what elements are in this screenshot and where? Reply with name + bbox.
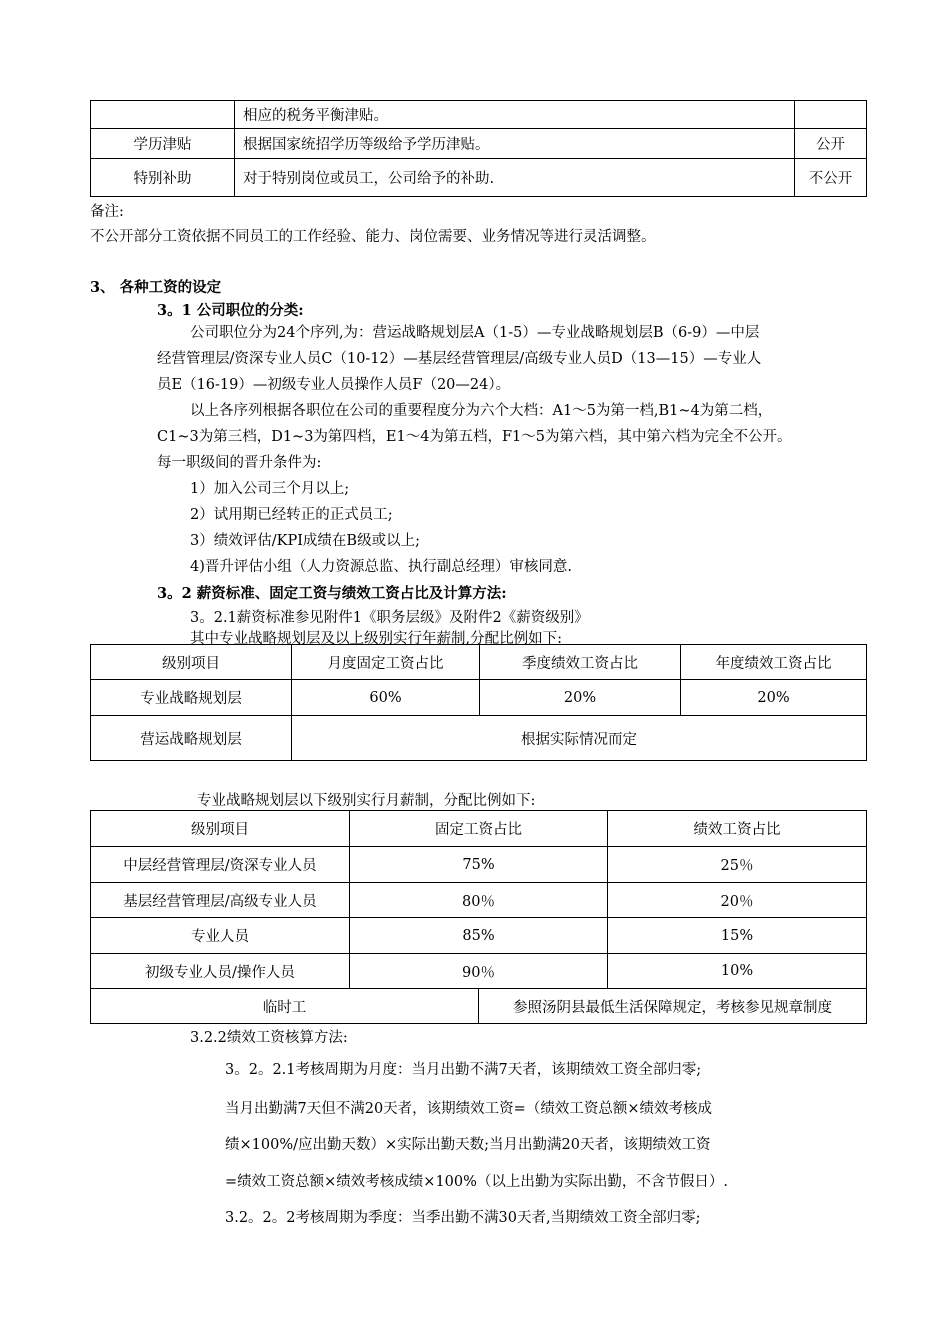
allowance-status: 公开 <box>795 129 867 159</box>
table-header-row <box>91 811 867 847</box>
table-row <box>91 954 867 989</box>
column-header: 级别项目 <box>91 811 350 847</box>
table-cell: 专业人员 <box>91 918 350 954</box>
table-cell: 90％ <box>350 954 608 989</box>
table-row <box>91 716 867 761</box>
paragraph-line: =绩效工资总额×绩效考核成绩×100%（以上出勤为实际出勤，不含节假日）. <box>225 1174 729 1190</box>
subsection-heading: 3。2 薪资标准、固定工资与绩效工资占比及计算方法: <box>157 585 507 602</box>
column-header: 月度固定工资占比 <box>292 645 480 680</box>
table-row <box>91 129 867 159</box>
table-row <box>91 101 867 129</box>
table-cell: 专业战略规划层 <box>91 680 292 716</box>
table-cell: 10% <box>608 954 867 989</box>
section-heading: 3、 各种工资的设定 <box>90 279 222 296</box>
table-cell: 临时工 <box>91 989 479 1024</box>
column-header: 固定工资占比 <box>350 811 608 847</box>
paragraph-line: 公司职位分为24个序列,为：营运战略规划层A（1-5）—专业战略规划层B（6-9）—中层 <box>190 325 760 341</box>
paragraph-line: 专业战略规划层以下级别实行月薪制，分配比例如下: <box>197 793 536 809</box>
list-item: 1）加入公司三个月以上; <box>190 481 350 497</box>
paragraph-line: 3。2。2.1考核周期为月度：当月出勤不满7天者，该期绩效工资全部归零; <box>225 1062 702 1078</box>
list-item: 2）试用期已经转正的正式员工; <box>190 507 393 523</box>
list-item: 4)晋升评估小组（人力资源总监、执行副总经理）审核同意. <box>190 559 572 575</box>
allowance-desc: 根据国家统招学历等级给予学历津贴。 <box>235 129 795 159</box>
subsection-heading: 3.2.2绩效工资核算方法: <box>190 1030 348 1046</box>
table-cell: 中层经营管理层/资深专业人员 <box>91 847 350 883</box>
table-cell: 85% <box>350 918 608 954</box>
table-cell: 20% <box>480 680 681 716</box>
subsection-heading: 3。1 公司职位的分类: <box>157 302 304 319</box>
table-cell: 20％ <box>608 883 867 918</box>
allowance-table <box>90 100 867 197</box>
allowance-name: 学历津贴 <box>91 129 235 159</box>
table-row <box>91 847 867 883</box>
monthly-salary-table <box>90 810 867 1024</box>
table-cell: 75% <box>350 847 608 883</box>
allowance-status <box>795 101 867 129</box>
table-row <box>91 159 867 197</box>
paragraph-line: 每一职级间的晋升条件为: <box>157 455 322 471</box>
table-row <box>91 918 867 954</box>
table-cell: 参照汤阴县最低生活保障规定，考核参见规章制度 <box>479 989 867 1024</box>
allowance-name: 特别补助 <box>91 159 235 197</box>
table-header-row <box>91 645 867 680</box>
note-label: 备注: <box>90 204 124 220</box>
paragraph-line: 绩×100%/应出勤天数）×实际出勤天数;当月出勤满20天者，该期绩效工资 <box>225 1137 711 1153</box>
table-cell: 根据实际情况而定 <box>292 716 867 761</box>
paragraph-line: 当月出勤满7天但不满20天者，该期绩效工资=（绩效工资总额×绩效考核成 <box>225 1101 712 1117</box>
allowance-name <box>91 101 235 129</box>
annual-salary-table <box>90 644 867 761</box>
table-cell: 60% <box>292 680 480 716</box>
table-cell: 80％ <box>350 883 608 918</box>
paragraph-line: 以上各序列根据各职位在公司的重要程度分为六个大档：A1～5为第一档,B1~4为第二档， <box>190 403 773 419</box>
allowance-status: 不公开 <box>795 159 867 197</box>
allowance-desc: 对于特别岗位或员工，公司给予的补助. <box>235 159 795 197</box>
column-header: 季度绩效工资占比 <box>480 645 681 680</box>
allowance-desc: 相应的税务平衡津贴。 <box>235 101 795 129</box>
table-cell: 20% <box>681 680 867 716</box>
table-cell: 初级专业人员/操作人员 <box>91 954 350 989</box>
table-row <box>91 989 867 1024</box>
table-cell: 基层经营管理层/高级专业人员 <box>91 883 350 918</box>
column-header: 年度绩效工资占比 <box>681 645 867 680</box>
table-cell: 25％ <box>608 847 867 883</box>
column-header: 绩效工资占比 <box>608 811 867 847</box>
paragraph-line: 3。2.1薪资标准参见附件1《职务层级》及附件2《薪资级别》 <box>190 610 589 626</box>
note-text: 不公开部分工资依据不同员工的工作经验、能力、岗位需要、业务情况等进行灵活调整。 <box>90 229 656 245</box>
table-cell: 15% <box>608 918 867 954</box>
paragraph-line: 经营管理层/资深专业人员C（10-12）—基层经营管理层/高级专业人员D（13—15）—专业人 <box>157 351 762 367</box>
table-row <box>91 680 867 716</box>
paragraph-line: 3.2。2。2考核周期为季度：当季出勤不满30天者,当期绩效工资全部归零; <box>225 1210 701 1226</box>
column-header: 级别项目 <box>91 645 292 680</box>
table-row <box>91 883 867 918</box>
paragraph-line: C1~3为第三档，D1~3为第四档，E1～4为第五档，F1～5为第六档，其中第六档为完全不公开。 <box>157 429 792 445</box>
paragraph-line: 员E（16-19）—初级专业人员操作人员F（20—24）。 <box>157 377 511 393</box>
table-cell: 营运战略规划层 <box>91 716 292 761</box>
list-item: 3）绩效评估/KPI成绩在B级或以上; <box>190 533 420 549</box>
paragraph-line: 其中专业战略规划层及以上级别实行年薪制,分配比例如下: <box>190 631 562 647</box>
